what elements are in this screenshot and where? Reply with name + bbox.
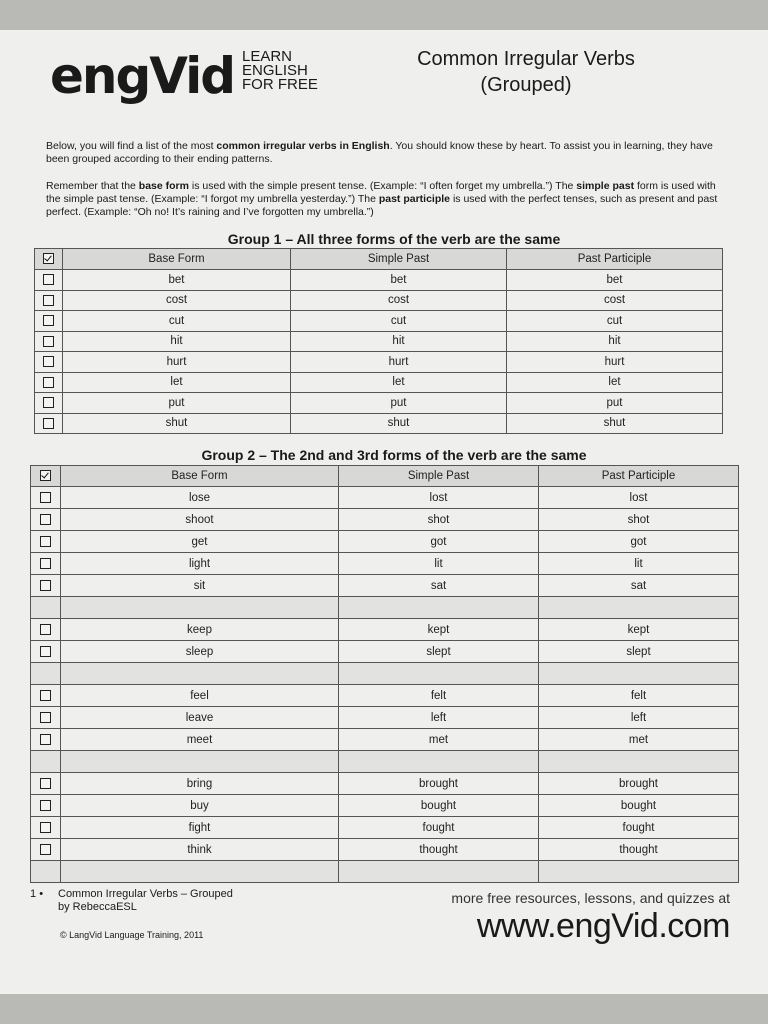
table-row: [35, 290, 723, 311]
checkbox-icon[interactable]: [43, 315, 54, 326]
simple-past-cell: fought: [339, 817, 539, 839]
spacer-cell: [61, 597, 339, 619]
page-number-value: 1: [30, 888, 37, 900]
past-participle-cell: met: [539, 729, 739, 751]
checkbox-cell: [31, 531, 61, 553]
header-checkbox-cell: [31, 466, 61, 487]
intro-text: form is used with the simple past tense. (Example: “I forgot my umbrella yesterday.”) The: [46, 180, 716, 205]
checkbox-icon[interactable]: [43, 356, 54, 367]
checkbox-icon[interactable]: [40, 778, 51, 789]
table-row: [31, 575, 739, 597]
base-form-cell: fight: [61, 817, 339, 839]
checkbox-cell: [31, 487, 61, 509]
simple-past-cell: lost: [339, 487, 539, 509]
simple-past-cell: hurt: [291, 352, 507, 373]
checkbox-checked-icon[interactable]: [40, 470, 51, 481]
base-form-cell: think: [61, 839, 339, 861]
spacer-row: [31, 751, 739, 773]
intro-emphasis: past participle: [378, 193, 451, 205]
header-past-participle: Past Participle: [507, 249, 723, 270]
base-form-cell: hurt: [63, 352, 291, 373]
intro-text: Below, you will find a list of the most: [46, 140, 217, 152]
checkbox-icon[interactable]: [40, 690, 51, 701]
past-participle-cell: hurt: [507, 352, 723, 373]
checkbox-cell: [35, 270, 63, 291]
simple-past-cell: got: [339, 531, 539, 553]
table-row: [31, 839, 739, 861]
simple-past-cell: slept: [339, 641, 539, 663]
base-form-cell: meet: [61, 729, 339, 751]
checkbox-cell: [31, 553, 61, 575]
past-participle-cell: let: [507, 372, 723, 393]
checkbox-cell: [35, 311, 63, 332]
logo-tagline-line: FOR FREE: [242, 76, 318, 93]
simple-past-cell: hit: [291, 331, 507, 352]
document-title: [386, 46, 666, 98]
checkbox-icon[interactable]: [43, 274, 54, 285]
past-participle-cell: shut: [507, 413, 723, 434]
simple-past-cell: met: [339, 729, 539, 751]
table-row: [31, 487, 739, 509]
checkbox-icon[interactable]: [40, 734, 51, 745]
intro-paragraph-2: [46, 180, 726, 219]
spacer-cell: [339, 663, 539, 685]
base-form-cell: get: [61, 531, 339, 553]
base-form-cell: keep: [61, 619, 339, 641]
table-row: [31, 641, 739, 663]
base-form-cell: lose: [61, 487, 339, 509]
base-form-cell: cost: [63, 290, 291, 311]
table-row: [31, 509, 739, 531]
intro-text: Remember that the: [46, 180, 139, 192]
intro-emphasis: base form: [138, 180, 189, 192]
table-row: [35, 311, 723, 332]
logo-brand: engVid: [50, 47, 235, 105]
spacer-cell: [539, 597, 739, 619]
simple-past-cell: cost: [291, 290, 507, 311]
base-form-cell: bet: [63, 270, 291, 291]
checkbox-cell: [31, 575, 61, 597]
past-participle-cell: kept: [539, 619, 739, 641]
table-row: [31, 685, 739, 707]
checkbox-cell: [31, 729, 61, 751]
table-row: [35, 270, 723, 291]
spacer-cell: [339, 861, 539, 883]
simple-past-cell: let: [291, 372, 507, 393]
spacer-cell: [61, 751, 339, 773]
bullet: •: [39, 888, 44, 900]
intro-paragraph-1: [46, 140, 726, 166]
table-row: [31, 707, 739, 729]
spacer-row: [31, 861, 739, 883]
table-row: [35, 393, 723, 414]
checkbox-cell: [35, 290, 63, 311]
past-participle-cell: bought: [539, 795, 739, 817]
base-form-cell: bring: [61, 773, 339, 795]
simple-past-cell: bought: [339, 795, 539, 817]
table-row: [35, 372, 723, 393]
base-form-cell: light: [61, 553, 339, 575]
base-form-cell: leave: [61, 707, 339, 729]
simple-past-cell: sat: [339, 575, 539, 597]
past-participle-cell: cost: [507, 290, 723, 311]
spacer-cell: [31, 663, 61, 685]
logo-tagline-line: LEARN: [242, 48, 293, 65]
checkbox-cell: [31, 795, 61, 817]
footer-credit: [30, 888, 233, 914]
checkbox-icon[interactable]: [40, 580, 51, 591]
past-participle-cell: put: [507, 393, 723, 414]
table-header-row: [31, 466, 739, 487]
header-past-participle: Past Participle: [539, 466, 739, 487]
table-row: [35, 413, 723, 434]
intro-text: is used with the simple present tense. (Example: “I often forget my umbrella.”) The: [188, 180, 577, 192]
table-row: [31, 795, 739, 817]
spacer-cell: [31, 751, 61, 773]
base-form-cell: feel: [61, 685, 339, 707]
checkbox-icon[interactable]: [40, 844, 51, 855]
simple-past-cell: left: [339, 707, 539, 729]
table-row: [31, 817, 739, 839]
checkbox-cell: [31, 619, 61, 641]
footer-title: Common Irregular Verbs – Grouped: [58, 888, 233, 900]
checkbox-icon[interactable]: [40, 800, 51, 811]
past-participle-cell: bet: [507, 270, 723, 291]
spacer-cell: [31, 861, 61, 883]
footer-promo: [386, 889, 730, 945]
table-row: [31, 619, 739, 641]
checkbox-cell: [31, 509, 61, 531]
intro-emphasis: common irregular verbs in English: [216, 140, 390, 152]
checkbox-cell: [31, 773, 61, 795]
base-form-cell: shoot: [61, 509, 339, 531]
base-form-cell: hit: [63, 331, 291, 352]
base-form-cell: let: [63, 372, 291, 393]
spacer-cell: [31, 597, 61, 619]
checkbox-icon[interactable]: [40, 822, 51, 833]
table-row: [31, 773, 739, 795]
table-row: [31, 553, 739, 575]
title-line-2: (Grouped): [480, 74, 572, 96]
spacer-cell: [61, 861, 339, 883]
base-form-cell: sleep: [61, 641, 339, 663]
simple-past-cell: put: [291, 393, 507, 414]
spacer-row: [31, 663, 739, 685]
table-row: [35, 352, 723, 373]
checkbox-cell: [31, 707, 61, 729]
past-participle-cell: cut: [507, 311, 723, 332]
simple-past-cell: cut: [291, 311, 507, 332]
past-participle-cell: lost: [539, 487, 739, 509]
base-form-cell: buy: [61, 795, 339, 817]
checkbox-icon[interactable]: [40, 558, 51, 569]
past-participle-cell: sat: [539, 575, 739, 597]
checkbox-icon[interactable]: [40, 514, 51, 525]
checkbox-icon[interactable]: [43, 397, 54, 408]
past-participle-cell: got: [539, 531, 739, 553]
header-base-form: Base Form: [61, 466, 339, 487]
checkbox-cell: [35, 331, 63, 352]
header-simple-past: Simple Past: [339, 466, 539, 487]
checkbox-checked-icon[interactable]: [43, 253, 54, 264]
table-row: [35, 331, 723, 352]
spacer-cell: [539, 663, 739, 685]
checkbox-icon[interactable]: [43, 336, 54, 347]
base-form-cell: put: [63, 393, 291, 414]
checkbox-icon[interactable]: [40, 536, 51, 547]
group-1-title: Group 1 – All three forms of the verb are the same: [227, 231, 561, 247]
past-participle-cell: felt: [539, 685, 739, 707]
checkbox-cell: [35, 393, 63, 414]
checkbox-cell: [31, 839, 61, 861]
checkbox-cell: [35, 413, 63, 434]
intro-emphasis: simple past: [576, 180, 635, 192]
group-2-title: Group 2 – The 2nd and 3rd forms of the verb are the same: [201, 447, 587, 463]
table-row: [31, 531, 739, 553]
title-line-1: Common Irregular Verbs: [417, 48, 635, 70]
past-participle-cell: left: [539, 707, 739, 729]
intro-text: is used with the perfect tenses, such as present and past perfect. (Example: “Oh no! It’s raining and I’ve forgotten my umbrella.”): [46, 193, 718, 218]
checkbox-icon[interactable]: [40, 646, 51, 657]
past-participle-cell: thought: [539, 839, 739, 861]
base-form-cell: cut: [63, 311, 291, 332]
spacer-cell: [539, 751, 739, 773]
intro-text: . You should know these by heart. To assist you in learning, they have been grouped according to their ending patterns.: [46, 140, 713, 165]
checkbox-icon[interactable]: [40, 492, 51, 503]
spacer-cell: [539, 861, 739, 883]
table-row: [31, 729, 739, 751]
spacer-cell: [339, 597, 539, 619]
header-simple-past: Simple Past: [291, 249, 507, 270]
checkbox-cell: [31, 685, 61, 707]
checkbox-icon[interactable]: [43, 295, 54, 306]
table-header-row: [35, 249, 723, 270]
copyright: © LangVid Language Training, 2011: [60, 930, 204, 940]
spacer-cell: [61, 663, 339, 685]
simple-past-cell: brought: [339, 773, 539, 795]
simple-past-cell: lit: [339, 553, 539, 575]
past-participle-cell: fought: [539, 817, 739, 839]
header-base-form: Base Form: [63, 249, 291, 270]
past-participle-cell: brought: [539, 773, 739, 795]
footer-author: by RebeccaESL: [58, 901, 137, 913]
checkbox-cell: [31, 817, 61, 839]
past-participle-cell: lit: [539, 553, 739, 575]
base-form-cell: shut: [63, 413, 291, 434]
simple-past-cell: bet: [291, 270, 507, 291]
group-1-table: [34, 248, 723, 434]
base-form-cell: sit: [61, 575, 339, 597]
footer-tagline: more free resources, lessons, and quizzes at: [451, 890, 730, 906]
checkbox-icon[interactable]: [43, 418, 54, 429]
simple-past-cell: thought: [339, 839, 539, 861]
past-participle-cell: shot: [539, 509, 739, 531]
spacer-row: [31, 597, 739, 619]
checkbox-icon[interactable]: [43, 377, 54, 388]
simple-past-cell: felt: [339, 685, 539, 707]
page-number: [30, 888, 58, 901]
checkbox-icon[interactable]: [40, 624, 51, 635]
spacer-cell: [339, 751, 539, 773]
past-participle-cell: hit: [507, 331, 723, 352]
checkbox-cell: [31, 641, 61, 663]
simple-past-cell: shut: [291, 413, 507, 434]
past-participle-cell: slept: [539, 641, 739, 663]
simple-past-cell: shot: [339, 509, 539, 531]
logo-tagline-line: ENGLISH: [242, 62, 308, 79]
header-checkbox-cell: [35, 249, 63, 270]
checkbox-cell: [35, 372, 63, 393]
logo-tagline: [242, 50, 318, 92]
checkbox-cell: [35, 352, 63, 373]
group-2-table: [30, 465, 739, 883]
simple-past-cell: kept: [339, 619, 539, 641]
checkbox-icon[interactable]: [40, 712, 51, 723]
site-url-link[interactable]: www.engVid.com: [476, 907, 730, 945]
